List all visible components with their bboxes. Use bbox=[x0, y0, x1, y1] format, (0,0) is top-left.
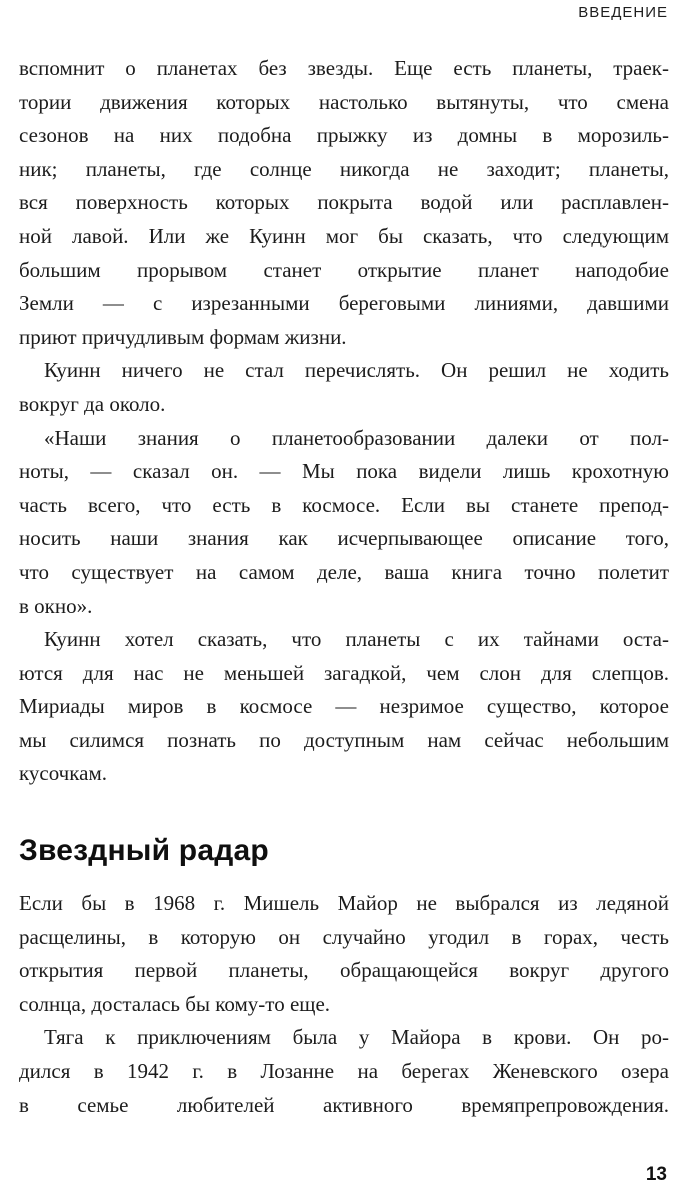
page-number: 13 bbox=[645, 1164, 667, 1185]
running-header: ВВЕДЕНИЕ bbox=[578, 4, 668, 21]
paragraph bbox=[19, 887, 669, 1021]
text-line: Мириады миров в космосе — незримое существо, которое bbox=[19, 694, 669, 719]
section-heading: Звездный радар bbox=[19, 834, 269, 868]
paragraph bbox=[19, 1021, 669, 1122]
text-line: открытия первой планеты, обращающейся вокруг другого bbox=[19, 958, 669, 983]
text-line: тории движения которых настолько вытянуты, что смена bbox=[19, 89, 669, 114]
text-line: мы силимся познать по доступным нам сейчас небольшим bbox=[19, 727, 669, 752]
text-line: Если бы в 1968 г. Мишель Майор не выбрался из ледяной bbox=[19, 891, 669, 916]
text-line: ной лавой. Или же Куинн мог бы сказать, что следующим bbox=[19, 223, 669, 248]
text-line: Тяга к приключениям была у Майора в крови. Он ро- bbox=[44, 1025, 669, 1050]
text-line: приют причудливым формам жизни. bbox=[19, 324, 347, 349]
text-line: ноты, — сказал он. — Мы пока видели лишь крохотную bbox=[19, 459, 669, 484]
text-line: в окно». bbox=[19, 593, 93, 618]
text-line: кусочкам. bbox=[19, 761, 107, 786]
paragraph bbox=[19, 354, 669, 421]
text-line: расщелины, в которую он случайно угодил в горах, честь bbox=[19, 924, 669, 949]
text-line: сезонов на них подобна прыжку из домны в морозиль- bbox=[19, 123, 669, 148]
body-text bbox=[19, 52, 669, 1122]
text-line: что существует на самом деле, ваша книга точно полетит bbox=[19, 559, 669, 584]
text-line: вокруг да около. bbox=[19, 391, 166, 416]
text-line: вспомнит о планетах без звезды. Еще есть планеты, траек- bbox=[19, 56, 669, 80]
text-line: «Наши знания о планетообразовании далеки от пол- bbox=[44, 425, 669, 450]
text-line: дился в 1942 г. в Лозанне на берегах Женевского озера bbox=[19, 1059, 669, 1084]
section-body-paragraphs bbox=[19, 887, 669, 1122]
paragraph bbox=[19, 52, 669, 354]
text-line: большим прорывом станет открытие планет наподобие bbox=[19, 257, 669, 282]
text-line: Куинн хотел сказать, что планеты с их тайнами оста- bbox=[44, 627, 669, 652]
paragraph bbox=[19, 623, 669, 791]
text-line: носить наши знания как исчерпывающее описание того, bbox=[19, 526, 669, 551]
text-line: солнца, досталась бы кому-то еще. bbox=[19, 991, 331, 1016]
text-line: Куинн ничего не стал перечислять. Он решил не ходить bbox=[44, 358, 669, 383]
intro-continuation-paragraphs bbox=[19, 52, 669, 791]
text-line: ются для нас не меньшей загадкой, чем слон для слепцов. bbox=[19, 660, 669, 685]
text-line: часть всего, что есть в космосе. Если вы станете препод- bbox=[19, 492, 669, 517]
text-line: ник; планеты, где солнце никогда не заходит; планеты, bbox=[19, 156, 669, 181]
text-line: вся поверхность которых покрыта водой или расплавлен- bbox=[19, 190, 669, 215]
paragraph bbox=[19, 422, 669, 624]
text-line: Земли — с изрезанными береговыми линиями, давшими bbox=[19, 291, 669, 316]
text-line: в семье любителей активного времяпрепровождения. bbox=[19, 1092, 669, 1117]
